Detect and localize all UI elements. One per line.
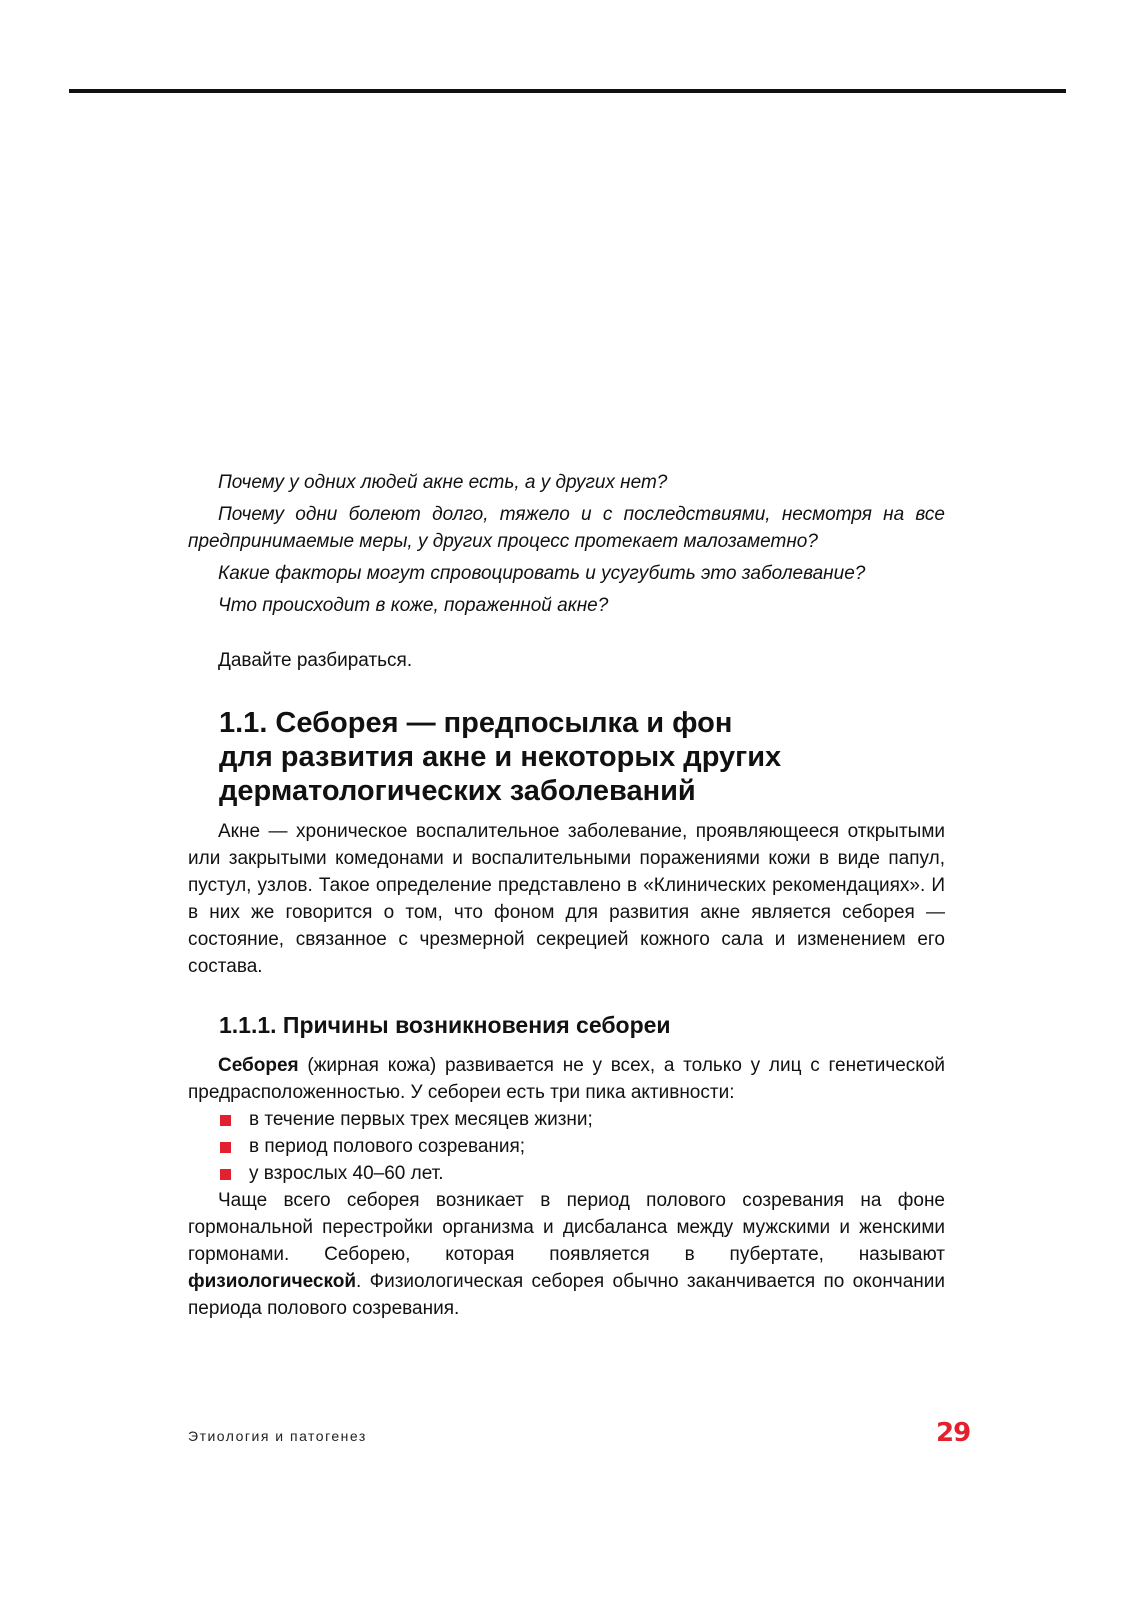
- section-paragraph: Акне — хроническое воспалительное заболевание, проявляющееся открытыми или закрытыми комедонами и воспалительными поражениями кожи в виде папул, пустул, узлов. Такое определение представлено в «Клинических рекомендациях». И в них же говорится о том, что фоном для развития акне является себорея — состояние, связанное с чрезмерной секрецией кожного сала и изменением его состава.: [188, 821, 945, 977]
- paragraph-text-1: Чаще всего себорея возникает в период полового созревания на фоне гормональной перестройки организма и дисбаланса между мужскими и женскими гормонами. Себорею, которая появляется в пубертате, называют: [188, 1190, 945, 1265]
- red-square-bullet-icon: [220, 1115, 231, 1126]
- red-square-bullet-icon: [220, 1169, 231, 1180]
- subsection-intro: [188, 1052, 945, 1106]
- subsection-paragraph: [188, 1187, 945, 1322]
- section-heading-line-2: для развития акне и некоторых других: [219, 741, 782, 773]
- question-2: Почему одни болеют долго, тяжело и с последствиями, несмотря на все предпринимаемые меры, у других процесс протекает малозаметно?: [188, 504, 945, 552]
- question-1: Почему у одних людей акне есть, а у других нет?: [218, 472, 668, 493]
- list-item-text: у взрослых 40–60 лет.: [249, 1163, 444, 1184]
- section-heading: [219, 706, 919, 808]
- term-seborrhea: Себорея: [218, 1055, 299, 1076]
- peaks-list: [219, 1106, 919, 1187]
- subsection-intro-text: (жирная кожа) развивается не у всех, а только у лиц с генетической предрасположенностью. У себореи есть три пика активности:: [188, 1055, 945, 1103]
- list-item: [219, 1133, 919, 1160]
- question-3: Какие факторы могут спровоцировать и усугубить это заболевание?: [218, 563, 866, 584]
- top-rule: [69, 89, 1066, 93]
- running-footer-title: Этиология и патогенез: [188, 1428, 367, 1444]
- lead-paragraph: Давайте разбираться.: [218, 650, 413, 671]
- list-item: [219, 1160, 919, 1187]
- question-4: Что происходит в коже, пораженной акне?: [218, 595, 609, 616]
- red-square-bullet-icon: [220, 1142, 231, 1153]
- list-item: [219, 1106, 919, 1133]
- list-item-text: в период полового созревания;: [249, 1136, 526, 1157]
- page-number: 29: [936, 1418, 971, 1448]
- paragraph-text-2: . Физиологическая себорея обычно заканчивается по окончании периода полового созревания.: [188, 1271, 945, 1319]
- term-physiological: физиологической: [188, 1271, 357, 1292]
- subsection-heading: 1.1.1. Причины возникновения себореи: [219, 1012, 671, 1038]
- list-item-text: в течение первых трех месяцев жизни;: [249, 1109, 593, 1130]
- section-heading-line-3: дерматологических заболеваний: [219, 775, 696, 807]
- section-heading-line-1: 1.1. Себорея — предпосылка и фон: [219, 707, 733, 739]
